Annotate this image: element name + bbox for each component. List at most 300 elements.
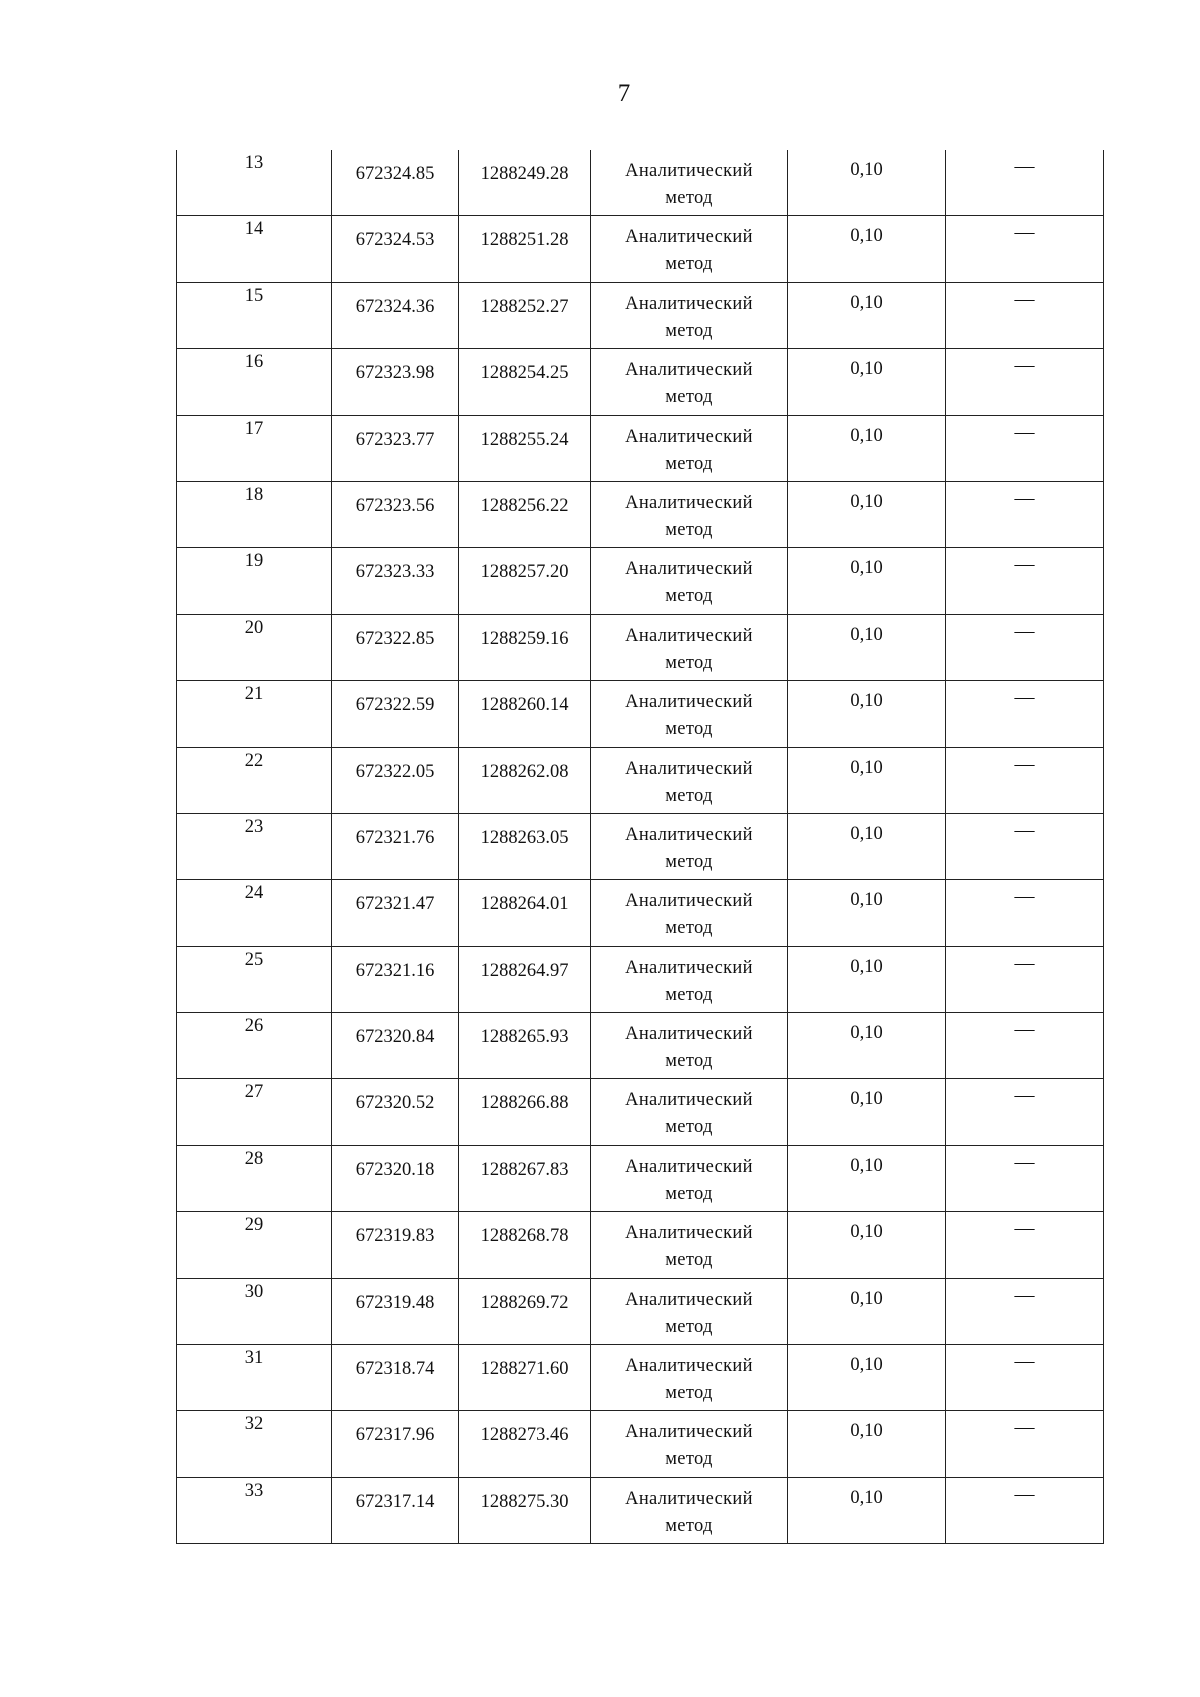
y-coordinate-cell xyxy=(459,1212,591,1278)
method-text xyxy=(591,748,787,810)
note-dash: — xyxy=(1014,221,1035,244)
table-row xyxy=(177,1079,1104,1145)
x-coordinate: 672324.36 xyxy=(355,296,435,317)
method-cell xyxy=(591,813,788,879)
method-line-2: метод xyxy=(665,1316,713,1337)
y-coordinate-cell xyxy=(459,880,591,946)
y-coordinate-cell xyxy=(459,946,591,1012)
note-cell xyxy=(946,1411,1104,1477)
note-dash: — xyxy=(1014,1482,1035,1505)
x-coordinate-cell xyxy=(332,681,459,747)
x-coordinate: 672324.85 xyxy=(355,164,435,184)
accuracy-cell xyxy=(788,614,946,680)
method-line-1: Аналитический xyxy=(625,1024,753,1045)
y-coordinate-cell xyxy=(459,349,591,415)
method-line-2: метод xyxy=(665,851,713,872)
x-coordinate: 672323.98 xyxy=(355,363,435,384)
note-cell xyxy=(946,1145,1104,1211)
method-text xyxy=(591,283,787,345)
method-cell xyxy=(591,415,788,481)
y-coordinate: 1288249.28 xyxy=(480,164,569,184)
page-number: 7 xyxy=(617,80,631,107)
x-coordinate: 672317.14 xyxy=(355,1491,435,1512)
y-coordinate-cell xyxy=(459,1013,591,1079)
point-number-cell xyxy=(177,1212,332,1278)
y-coordinate: 1288256.22 xyxy=(480,495,569,516)
method-text xyxy=(591,150,787,212)
method-cell xyxy=(591,1013,788,1079)
method-line-2: метод xyxy=(665,1117,713,1138)
point-number: 32 xyxy=(244,1414,264,1435)
accuracy-value: 0,10 xyxy=(850,359,883,380)
point-number-cell xyxy=(177,1345,332,1411)
point-number-cell xyxy=(177,1013,332,1079)
accuracy-cell xyxy=(788,150,946,216)
y-coordinate-cell xyxy=(459,1345,591,1411)
y-coordinate-cell xyxy=(459,1079,591,1145)
method-line-2: метод xyxy=(665,1250,713,1271)
accuracy-cell xyxy=(788,1145,946,1211)
note-dash: — xyxy=(1014,818,1035,841)
note-cell xyxy=(946,481,1104,547)
note-dash: — xyxy=(1014,553,1035,576)
method-line-1: Аналитический xyxy=(625,161,753,181)
point-number-cell xyxy=(177,548,332,614)
y-coordinate: 1288265.93 xyxy=(480,1027,569,1048)
accuracy-value: 0,10 xyxy=(850,226,883,247)
note-dash: — xyxy=(1014,686,1035,709)
y-coordinate-cell xyxy=(459,1145,591,1211)
x-coordinate-cell xyxy=(332,548,459,614)
x-coordinate: 672319.48 xyxy=(355,1292,435,1313)
table-row xyxy=(177,216,1104,282)
y-coordinate: 1288264.97 xyxy=(480,960,569,981)
accuracy-value: 0,10 xyxy=(850,292,883,313)
method-text xyxy=(591,216,787,278)
x-coordinate-cell xyxy=(332,1477,459,1543)
point-number: 19 xyxy=(244,551,264,572)
method-cell xyxy=(591,1411,788,1477)
table-row xyxy=(177,349,1104,415)
accuracy-value: 0,10 xyxy=(850,823,883,844)
method-text xyxy=(591,1478,787,1540)
method-line-1: Аналитический xyxy=(625,426,753,447)
method-line-2: метод xyxy=(665,785,713,806)
method-line-1: Аналитический xyxy=(625,758,753,779)
note-dash: — xyxy=(1014,752,1035,775)
x-coordinate: 672321.76 xyxy=(355,827,435,848)
table-row xyxy=(177,681,1104,747)
method-cell xyxy=(591,1145,788,1211)
x-coordinate-cell xyxy=(332,415,459,481)
accuracy-cell xyxy=(788,1345,946,1411)
method-text xyxy=(591,1212,787,1274)
x-coordinate-cell xyxy=(332,150,459,216)
point-number: 13 xyxy=(244,153,264,173)
x-coordinate: 672323.56 xyxy=(355,495,435,516)
y-coordinate: 1288254.25 xyxy=(480,363,569,384)
y-coordinate: 1288275.30 xyxy=(480,1491,569,1512)
note-dash: — xyxy=(1014,885,1035,908)
note-cell xyxy=(946,1345,1104,1411)
method-line-2: метод xyxy=(665,1449,713,1470)
method-line-1: Аналитический xyxy=(625,559,753,580)
y-coordinate-cell xyxy=(459,681,591,747)
method-text xyxy=(591,1146,787,1208)
method-text xyxy=(591,1411,787,1473)
coordinates-table xyxy=(176,150,1104,1544)
method-line-1: Аналитический xyxy=(625,1223,753,1244)
method-line-2: метод xyxy=(665,453,713,474)
accuracy-value: 0,10 xyxy=(850,890,883,911)
accuracy-value: 0,10 xyxy=(850,558,883,579)
x-coordinate: 672322.85 xyxy=(355,628,435,649)
accuracy-value: 0,10 xyxy=(850,425,883,446)
note-dash: — xyxy=(1014,1416,1035,1439)
method-line-1: Аналитический xyxy=(625,1422,753,1443)
x-coordinate-cell xyxy=(332,1013,459,1079)
note-cell xyxy=(946,216,1104,282)
note-cell xyxy=(946,681,1104,747)
accuracy-cell xyxy=(788,1411,946,1477)
point-number: 23 xyxy=(244,816,264,837)
table-row xyxy=(177,946,1104,1012)
y-coordinate: 1288266.88 xyxy=(480,1093,569,1114)
method-text xyxy=(591,1013,787,1075)
y-coordinate-cell xyxy=(459,813,591,879)
point-number-cell xyxy=(177,813,332,879)
method-line-2: метод xyxy=(665,320,713,341)
point-number: 33 xyxy=(244,1480,264,1501)
method-line-1: Аналитический xyxy=(625,957,753,978)
note-dash: — xyxy=(1014,287,1035,310)
accuracy-cell xyxy=(788,216,946,282)
point-number-cell xyxy=(177,1145,332,1211)
accuracy-value: 0,10 xyxy=(850,1023,883,1044)
accuracy-value: 0,10 xyxy=(850,1355,883,1376)
accuracy-value: 0,10 xyxy=(850,757,883,778)
method-line-2: метод xyxy=(665,387,713,408)
method-line-2: метод xyxy=(665,1383,713,1404)
method-line-1: Аналитический xyxy=(625,1156,753,1177)
method-text xyxy=(591,548,787,610)
method-text xyxy=(591,681,787,743)
accuracy-value: 0,10 xyxy=(850,1487,883,1508)
note-cell xyxy=(946,1013,1104,1079)
method-cell xyxy=(591,282,788,348)
point-number-cell xyxy=(177,946,332,1012)
y-coordinate: 1288260.14 xyxy=(480,695,569,716)
method-cell xyxy=(591,1345,788,1411)
method-line-2: метод xyxy=(665,188,713,208)
point-number: 24 xyxy=(244,883,264,904)
accuracy-value: 0,10 xyxy=(850,956,883,977)
method-line-2: метод xyxy=(665,1183,713,1204)
note-cell xyxy=(946,349,1104,415)
point-number: 31 xyxy=(244,1348,264,1369)
y-coordinate: 1288263.05 xyxy=(480,827,569,848)
x-coordinate-cell xyxy=(332,813,459,879)
x-coordinate-cell xyxy=(332,1411,459,1477)
x-coordinate-cell xyxy=(332,481,459,547)
method-text xyxy=(591,615,787,677)
y-coordinate: 1288273.46 xyxy=(480,1425,569,1446)
accuracy-cell xyxy=(788,813,946,879)
y-coordinate: 1288251.28 xyxy=(480,230,569,251)
y-coordinate: 1288257.20 xyxy=(480,562,569,583)
method-cell xyxy=(591,216,788,282)
method-line-1: Аналитический xyxy=(625,1356,753,1377)
point-number: 17 xyxy=(244,418,264,439)
point-number: 25 xyxy=(244,949,264,970)
point-number-cell xyxy=(177,747,332,813)
accuracy-value: 0,10 xyxy=(850,160,883,180)
accuracy-cell xyxy=(788,481,946,547)
x-coordinate: 672320.84 xyxy=(355,1027,435,1048)
method-line-2: метод xyxy=(665,918,713,939)
x-coordinate: 672322.59 xyxy=(355,695,435,716)
note-dash: — xyxy=(1014,1283,1035,1306)
note-dash: — xyxy=(1014,1217,1035,1240)
accuracy-cell xyxy=(788,349,946,415)
method-text xyxy=(591,947,787,1009)
note-cell xyxy=(946,747,1104,813)
accuracy-value: 0,10 xyxy=(850,1421,883,1442)
method-text xyxy=(591,880,787,942)
method-line-1: Аналитический xyxy=(625,692,753,713)
accuracy-cell xyxy=(788,415,946,481)
method-line-1: Аналитический xyxy=(625,227,753,248)
table-row xyxy=(177,548,1104,614)
y-coordinate-cell xyxy=(459,1278,591,1344)
accuracy-cell xyxy=(788,747,946,813)
accuracy-value: 0,10 xyxy=(850,1288,883,1309)
accuracy-cell xyxy=(788,1079,946,1145)
point-number: 14 xyxy=(244,219,264,240)
point-number-cell xyxy=(177,415,332,481)
point-number: 22 xyxy=(244,750,264,771)
accuracy-value: 0,10 xyxy=(850,1222,883,1243)
point-number-cell xyxy=(177,1411,332,1477)
method-line-2: метод xyxy=(665,1051,713,1072)
point-number: 28 xyxy=(244,1148,264,1169)
x-coordinate: 672322.05 xyxy=(355,761,435,782)
table-row xyxy=(177,1411,1104,1477)
table-row xyxy=(177,481,1104,547)
x-coordinate-cell xyxy=(332,880,459,946)
method-line-2: метод xyxy=(665,254,713,275)
x-coordinate-cell xyxy=(332,216,459,282)
method-line-1: Аналитический xyxy=(625,1289,753,1310)
y-coordinate: 1288262.08 xyxy=(480,761,569,782)
y-coordinate: 1288252.27 xyxy=(480,296,569,317)
coordinates-table-body xyxy=(177,150,1104,1544)
method-text xyxy=(591,1345,787,1407)
method-line-1: Аналитический xyxy=(625,824,753,845)
note-cell xyxy=(946,880,1104,946)
method-cell xyxy=(591,1477,788,1543)
y-coordinate-cell xyxy=(459,1411,591,1477)
table-row xyxy=(177,1013,1104,1079)
point-number-cell xyxy=(177,150,332,216)
accuracy-cell xyxy=(788,1212,946,1278)
point-number-cell xyxy=(177,216,332,282)
note-cell xyxy=(946,150,1104,216)
x-coordinate: 672320.52 xyxy=(355,1093,435,1114)
y-coordinate: 1288259.16 xyxy=(480,628,569,649)
table-row xyxy=(177,813,1104,879)
x-coordinate-cell xyxy=(332,1345,459,1411)
note-cell xyxy=(946,946,1104,1012)
point-number: 27 xyxy=(244,1082,264,1103)
note-cell xyxy=(946,1212,1104,1278)
method-text xyxy=(591,1079,787,1141)
note-dash: — xyxy=(1014,951,1035,974)
accuracy-cell xyxy=(788,1013,946,1079)
note-dash: — xyxy=(1014,1350,1035,1373)
x-coordinate: 672321.16 xyxy=(355,960,435,981)
y-coordinate: 1288268.78 xyxy=(480,1226,569,1247)
note-cell xyxy=(946,1278,1104,1344)
note-cell xyxy=(946,548,1104,614)
table-row xyxy=(177,1212,1104,1278)
x-coordinate-cell xyxy=(332,1212,459,1278)
method-line-1: Аналитический xyxy=(625,625,753,646)
x-coordinate-cell xyxy=(332,282,459,348)
x-coordinate: 672317.96 xyxy=(355,1425,435,1446)
method-cell xyxy=(591,880,788,946)
y-coordinate-cell xyxy=(459,1477,591,1543)
x-coordinate: 672324.53 xyxy=(355,230,435,251)
method-cell xyxy=(591,614,788,680)
method-text xyxy=(591,814,787,876)
point-number-cell xyxy=(177,1477,332,1543)
accuracy-value: 0,10 xyxy=(850,1089,883,1110)
method-cell xyxy=(591,1212,788,1278)
point-number-cell xyxy=(177,282,332,348)
table-row xyxy=(177,747,1104,813)
method-line-2: метод xyxy=(665,586,713,607)
y-coordinate: 1288271.60 xyxy=(480,1359,569,1380)
point-number: 30 xyxy=(244,1281,264,1302)
table-row xyxy=(177,614,1104,680)
note-dash: — xyxy=(1014,1150,1035,1173)
method-line-2: метод xyxy=(665,984,713,1005)
method-text xyxy=(591,416,787,478)
y-coordinate-cell xyxy=(459,415,591,481)
point-number: 18 xyxy=(244,484,264,505)
method-text xyxy=(591,482,787,544)
method-line-1: Аналитический xyxy=(625,891,753,912)
accuracy-cell xyxy=(788,880,946,946)
y-coordinate: 1288267.83 xyxy=(480,1159,569,1180)
note-dash: — xyxy=(1014,486,1035,509)
point-number-cell xyxy=(177,481,332,547)
x-coordinate: 672323.77 xyxy=(355,429,435,450)
method-text xyxy=(591,1279,787,1341)
table-row xyxy=(177,282,1104,348)
method-line-1: Аналитический xyxy=(625,293,753,314)
note-cell xyxy=(946,813,1104,879)
x-coordinate: 672320.18 xyxy=(355,1159,435,1180)
accuracy-value: 0,10 xyxy=(850,691,883,712)
note-cell xyxy=(946,614,1104,680)
y-coordinate-cell xyxy=(459,747,591,813)
y-coordinate: 1288269.72 xyxy=(480,1292,569,1313)
method-cell xyxy=(591,349,788,415)
point-number-cell xyxy=(177,880,332,946)
point-number: 26 xyxy=(244,1016,264,1037)
note-dash: — xyxy=(1014,1018,1035,1041)
point-number-cell xyxy=(177,614,332,680)
y-coordinate-cell xyxy=(459,548,591,614)
method-cell xyxy=(591,946,788,1012)
method-cell xyxy=(591,481,788,547)
table-row xyxy=(177,1145,1104,1211)
table-row xyxy=(177,1477,1104,1543)
accuracy-value: 0,10 xyxy=(850,1155,883,1176)
method-line-2: метод xyxy=(665,719,713,740)
table-row xyxy=(177,150,1104,216)
accuracy-cell xyxy=(788,946,946,1012)
note-dash: — xyxy=(1014,619,1035,642)
accuracy-cell xyxy=(788,548,946,614)
note-dash: — xyxy=(1014,1084,1035,1107)
point-number: 16 xyxy=(244,352,264,373)
x-coordinate-cell xyxy=(332,1079,459,1145)
y-coordinate-cell xyxy=(459,282,591,348)
accuracy-cell xyxy=(788,1477,946,1543)
method-line-1: Аналитический xyxy=(625,1488,753,1509)
accuracy-value: 0,10 xyxy=(850,491,883,512)
point-number: 29 xyxy=(244,1215,264,1236)
coordinates-table-container xyxy=(176,150,1100,1544)
method-cell xyxy=(591,1278,788,1344)
y-coordinate: 1288264.01 xyxy=(480,894,569,915)
accuracy-value: 0,10 xyxy=(850,624,883,645)
point-number-cell xyxy=(177,349,332,415)
point-number: 20 xyxy=(244,617,264,638)
table-row xyxy=(177,415,1104,481)
accuracy-cell xyxy=(788,282,946,348)
point-number: 21 xyxy=(244,684,264,705)
y-coordinate-cell xyxy=(459,481,591,547)
note-cell xyxy=(946,1079,1104,1145)
accuracy-cell xyxy=(788,681,946,747)
note-cell xyxy=(946,1477,1104,1543)
y-coordinate-cell xyxy=(459,150,591,216)
table-row xyxy=(177,880,1104,946)
note-dash: — xyxy=(1014,420,1035,443)
method-cell xyxy=(591,747,788,813)
method-cell xyxy=(591,548,788,614)
method-line-2: метод xyxy=(665,519,713,540)
method-text xyxy=(591,349,787,411)
table-row xyxy=(177,1345,1104,1411)
note-dash: — xyxy=(1014,155,1035,177)
x-coordinate-cell xyxy=(332,946,459,1012)
method-cell xyxy=(591,150,788,216)
y-coordinate-cell xyxy=(459,216,591,282)
point-number-cell xyxy=(177,681,332,747)
point-number: 15 xyxy=(244,285,264,306)
note-cell xyxy=(946,415,1104,481)
x-coordinate: 672319.83 xyxy=(355,1226,435,1247)
note-dash: — xyxy=(1014,354,1035,377)
x-coordinate: 672318.74 xyxy=(355,1359,435,1380)
note-cell xyxy=(946,282,1104,348)
x-coordinate-cell xyxy=(332,1145,459,1211)
